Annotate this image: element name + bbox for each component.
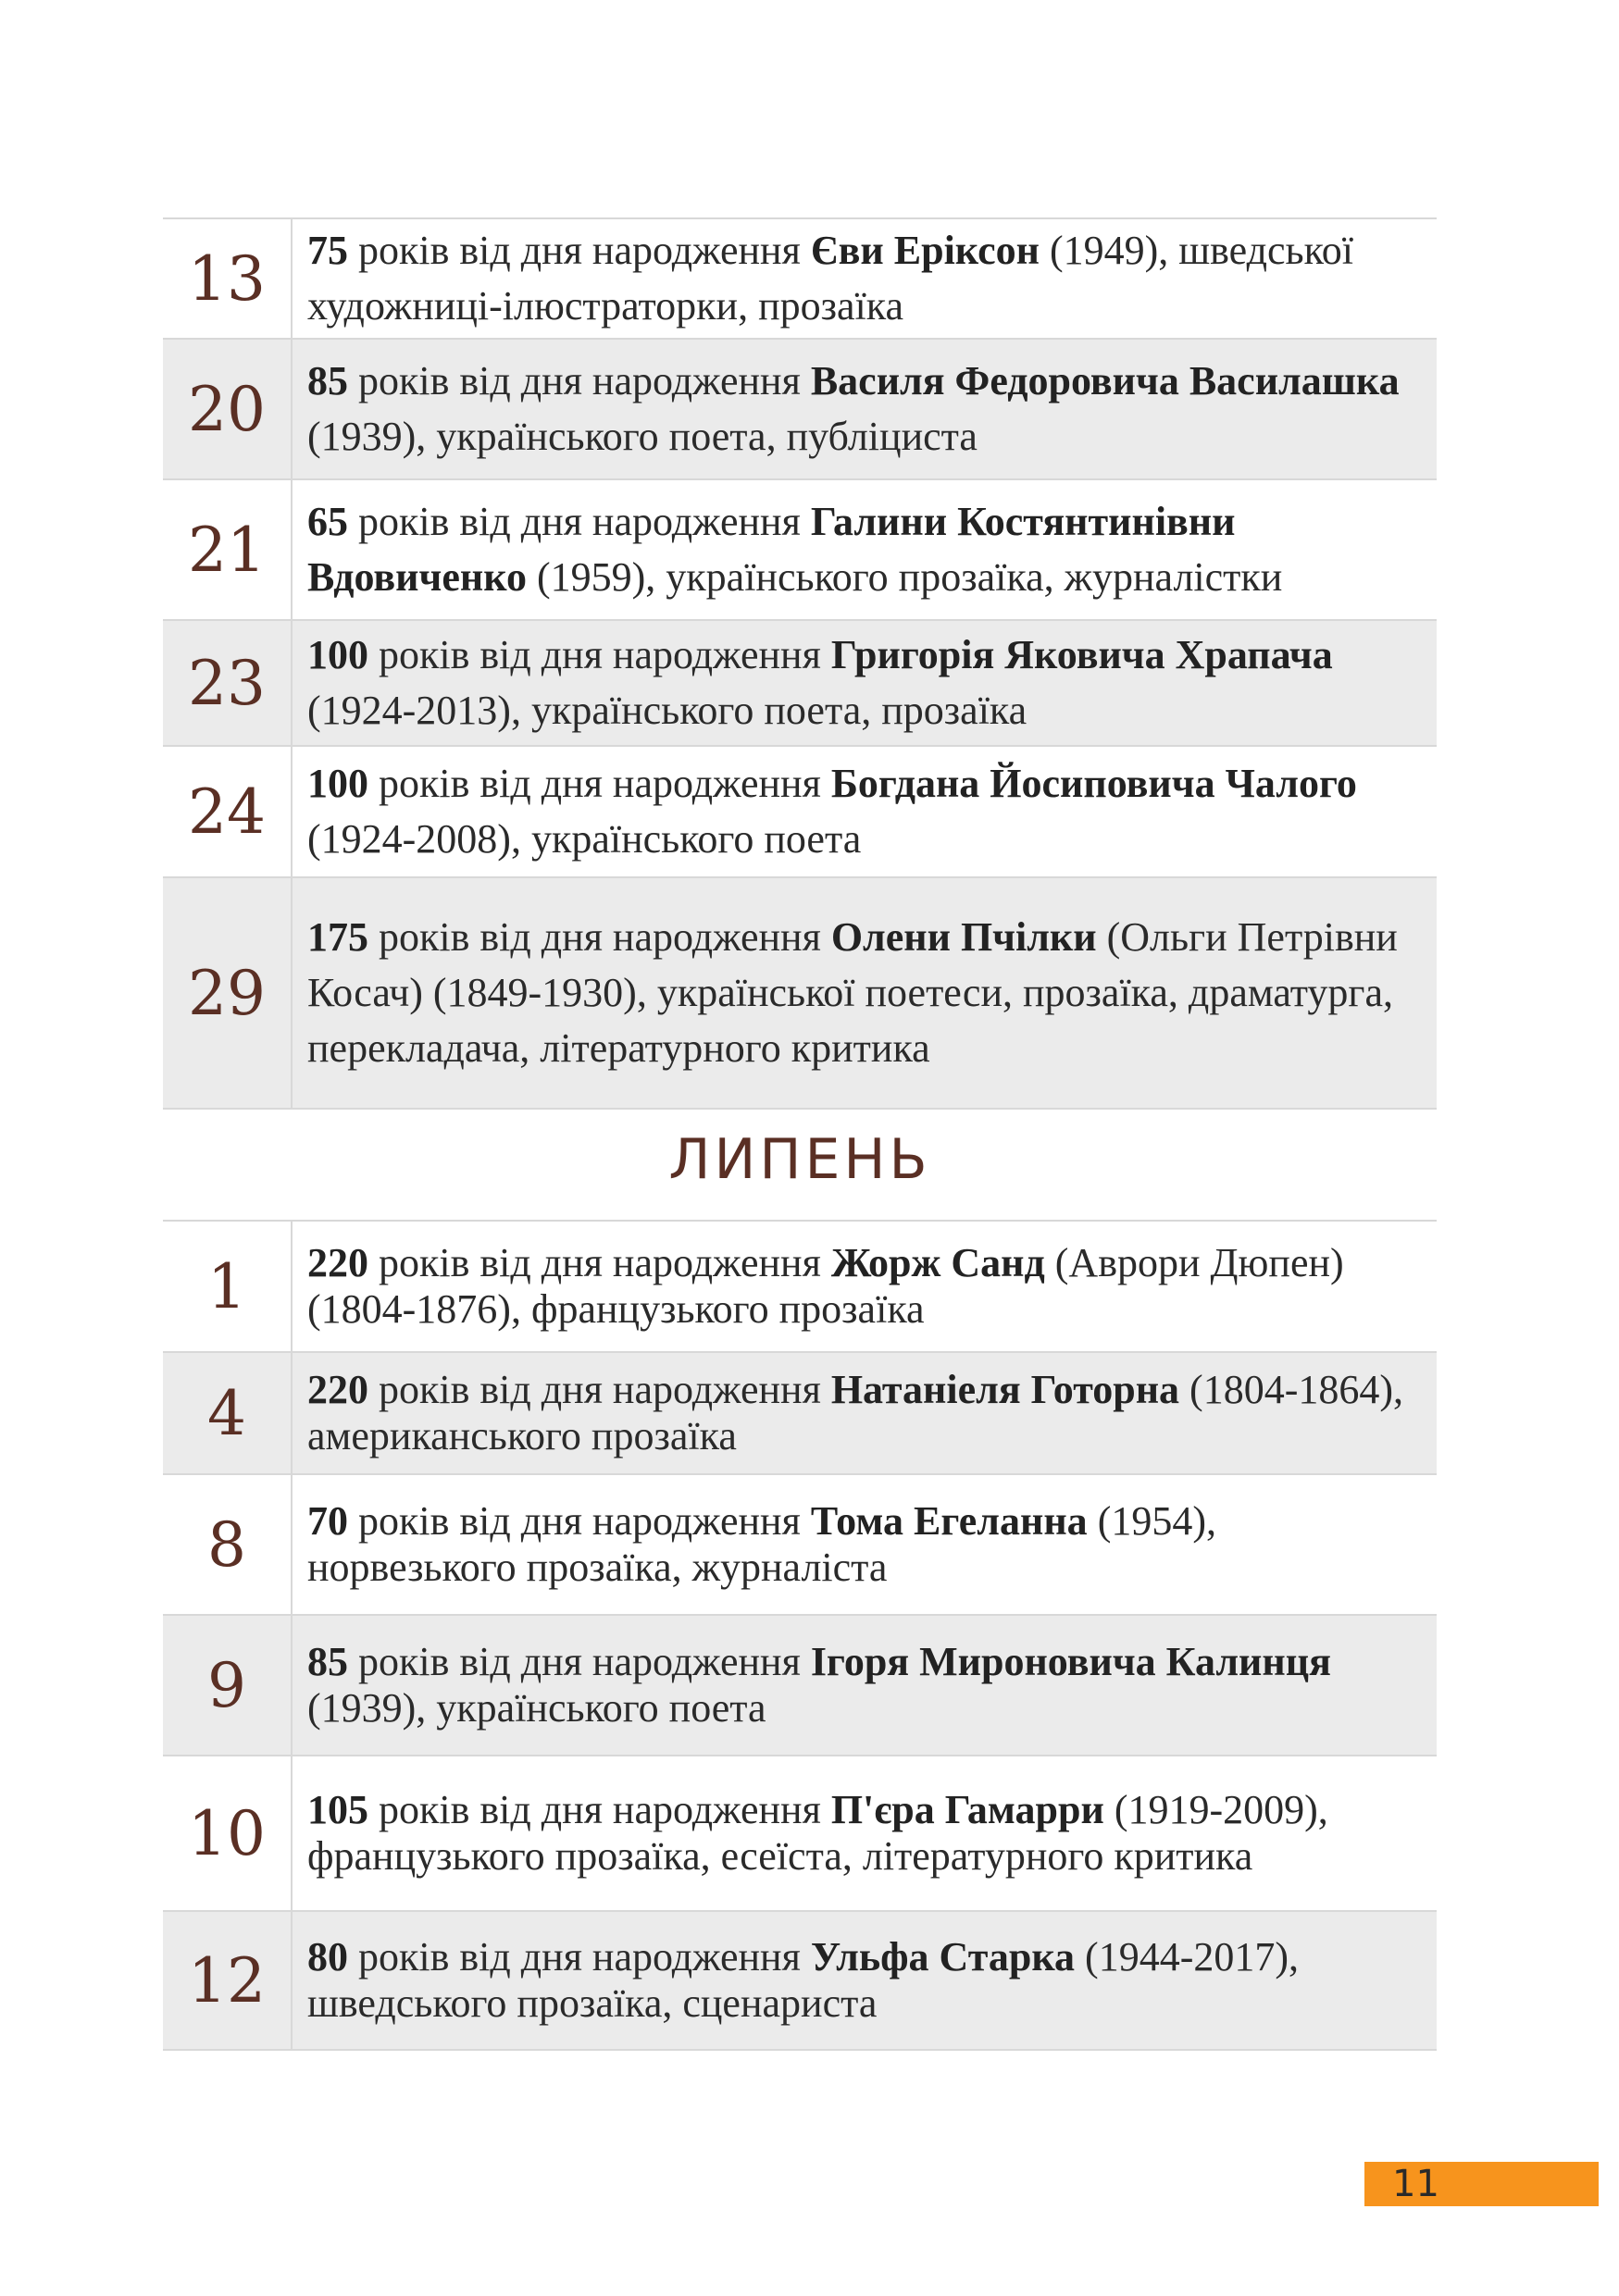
entry-day: 1	[163, 1221, 292, 1352]
entry-text	[292, 877, 1437, 1109]
entry-day: 23	[163, 620, 292, 746]
entry-person: Натаніеля Готорна	[830, 1367, 1180, 1412]
entry-person: Богдана Йосиповича Чалого	[830, 761, 1357, 806]
table-row	[163, 339, 1437, 479]
entry-text	[292, 339, 1437, 479]
entry-details: (1919-2009), французького прозаїка, есеїста, літературного критика	[307, 1787, 1328, 1879]
entry-details: (Аврори Дюпен) (1804-1876), французького прозаїка	[307, 1240, 1344, 1332]
entry-details: (1939), українського поета	[307, 1685, 766, 1731]
entry-phrase: років від дня народження	[368, 761, 831, 806]
entry-day: 24	[163, 746, 292, 877]
june-table	[163, 217, 1437, 1110]
entry-person: Тома Егеланна	[810, 1498, 1088, 1544]
entry-years: 70	[307, 1498, 348, 1544]
entry-phrase: років від дня народження	[348, 1639, 811, 1684]
entry-text	[292, 1474, 1437, 1615]
entry-years: 105	[307, 1787, 368, 1832]
entry-day: 29	[163, 877, 292, 1109]
table-row	[163, 1615, 1437, 1756]
entry-text	[292, 1756, 1437, 1911]
table-row	[163, 1911, 1437, 2050]
entry-person: Жорж Санд	[830, 1240, 1045, 1285]
entry-phrase: років від дня народження	[348, 1934, 811, 1980]
entry-day: 13	[163, 218, 292, 339]
table-row	[163, 877, 1437, 1109]
table-row	[163, 1474, 1437, 1615]
entry-phrase: років від дня народження	[348, 499, 811, 544]
entry-day: 20	[163, 339, 292, 479]
entry-years: 85	[307, 1639, 348, 1684]
entry-day: 4	[163, 1352, 292, 1474]
entry-text	[292, 1911, 1437, 2050]
entry-details: (1949), шведської художниці-ілюстраторки, прозаїка	[307, 228, 1353, 329]
entry-person: Галини Костянтинівни Вдовиченко	[307, 499, 1236, 600]
entry-phrase: років від дня народження	[368, 1787, 831, 1832]
entry-details: (Ольги Петрівни Косач) (1849-1930), української поетеси, прозаїка, драматурга, перекладача, літературного критика	[307, 914, 1398, 1071]
entry-years: 220	[307, 1367, 368, 1412]
entry-details: (1804-1864), американського прозаїка	[307, 1367, 1404, 1458]
table-row	[163, 218, 1437, 339]
entry-text	[292, 746, 1437, 877]
entry-person: П'єра Гамарри	[830, 1787, 1104, 1832]
entry-details: (1924-2008), українського поета	[307, 816, 862, 862]
entry-years: 85	[307, 358, 348, 403]
entry-phrase: років від дня народження	[368, 914, 831, 960]
entry-phrase: років від дня народження	[368, 1240, 831, 1285]
table-row	[163, 746, 1437, 877]
entry-years: 75	[307, 228, 348, 273]
table-row	[163, 1352, 1437, 1474]
entry-years: 65	[307, 499, 348, 544]
entry-phrase: років від дня народження	[368, 632, 831, 677]
entry-years: 220	[307, 1240, 368, 1285]
entry-day: 21	[163, 479, 292, 620]
page-number: 11	[1364, 2162, 1599, 2206]
entry-text	[292, 620, 1437, 746]
entry-details: (1959), українського прозаїка, журналістки	[527, 554, 1283, 600]
entry-day: 12	[163, 1911, 292, 2050]
entry-person: Єви Еріксон	[810, 228, 1040, 273]
entry-phrase: років від дня народження	[348, 228, 811, 273]
entry-phrase: років від дня народження	[348, 1498, 811, 1544]
july-table	[163, 1220, 1437, 2051]
entry-day: 9	[163, 1615, 292, 1756]
entry-text	[292, 1221, 1437, 1352]
table-row	[163, 1756, 1437, 1911]
entry-years: 175	[307, 914, 368, 960]
entry-person: Василя Федоровича Василашка	[810, 358, 1400, 403]
entry-details: (1939), українського поета, публіциста	[307, 414, 978, 459]
section-title-july: ЛИПЕНЬ	[668, 1127, 931, 1192]
entry-details: (1944-2017), шведського прозаїка, сценариста	[307, 1934, 1300, 2026]
entry-person: Ігоря Мироновича Калинця	[810, 1639, 1331, 1684]
entry-years: 80	[307, 1934, 348, 1980]
entry-phrase: років від дня народження	[368, 1367, 831, 1412]
entry-person: Григорія Яковича Храпача	[830, 632, 1333, 677]
entry-day: 10	[163, 1756, 292, 1911]
table-row	[163, 479, 1437, 620]
entry-details: (1954), норвезького прозаїка, журналіста	[307, 1498, 1216, 1590]
entry-phrase: років від дня народження	[348, 358, 811, 403]
table-row	[163, 620, 1437, 746]
entry-person: Олени Пчілки	[830, 914, 1097, 960]
entry-text	[292, 1352, 1437, 1474]
entry-details: (1924-2013), українського поета, прозаїка	[307, 688, 1027, 733]
entry-years: 100	[307, 761, 368, 806]
entry-years: 100	[307, 632, 368, 677]
entry-day: 8	[163, 1474, 292, 1615]
entry-text	[292, 479, 1437, 620]
entry-text	[292, 218, 1437, 339]
entry-text	[292, 1615, 1437, 1756]
table-row	[163, 1221, 1437, 1352]
entry-person: Ульфа Старка	[810, 1934, 1076, 1980]
